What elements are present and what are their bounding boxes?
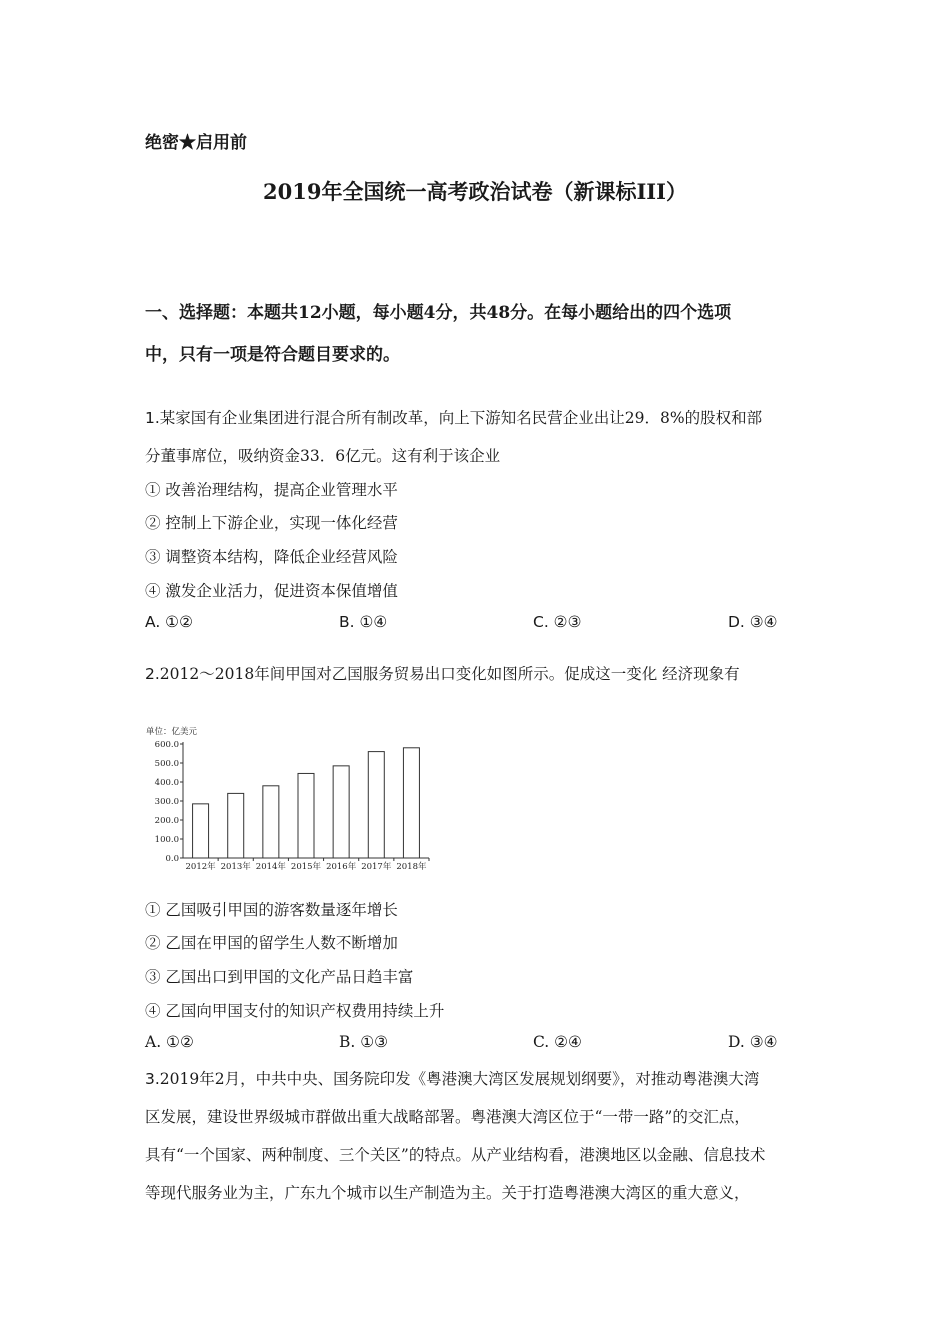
q2-item-3: ③ 乙国出口到甲国的文化产品日趋丰富	[145, 968, 414, 986]
bar-2017年	[368, 752, 384, 858]
q1-item-1: ① 改善治理结构，提高企业管理水平	[145, 481, 398, 499]
x-tick-label: 2016年	[326, 862, 357, 872]
x-tick-label: 2017年	[361, 862, 392, 872]
q1-option-c: C. ②③	[533, 613, 582, 631]
bar-chart-svg	[145, 722, 435, 872]
y-tick-label: 100.0	[154, 835, 179, 845]
q2-option-c: C. ②④	[533, 1033, 582, 1051]
x-tick-label: 2018年	[396, 862, 427, 872]
q2-item-2: ② 乙国在甲国的留学生人数不断增加	[145, 934, 398, 952]
bar-2016年	[333, 766, 349, 858]
q2-option-a: A. ①②	[145, 1033, 194, 1051]
q3-stem-line4: 等现代服务业为主，广东九个城市以生产制造为主。关于打造粤港澳大湾区的重大意义，	[145, 1184, 750, 1202]
q1-option-a: A. ①②	[145, 613, 193, 631]
q3-stem-line3: 具有“一个国家、两种制度、三个关区”的特点。从产业结构看，港澳地区以金融、信息技术	[145, 1146, 766, 1164]
x-tick-label: 2012年	[185, 862, 216, 872]
q2-number: 2.	[145, 665, 160, 683]
q2-item-4: ④ 乙国向甲国支付的知识产权费用持续上升	[145, 1002, 445, 1020]
page-title: 2019年全国统一高考政治试卷（新课标III）	[263, 179, 687, 204]
q2-option-d: D. ③④	[728, 1033, 778, 1051]
q3-stem-line1	[145, 1067, 759, 1089]
q2-item-1: ① 乙国吸引甲国的游客数量逐年增长	[145, 901, 398, 919]
q1-number: 1.	[145, 409, 160, 427]
bar-2018年	[403, 748, 419, 858]
y-tick-label: 400.0	[154, 778, 179, 788]
q3-stem-line2: 区发展，建设世界级城市群做出重大战略部署。粤港澳大湾区位于“一带一路”的交汇点，	[145, 1108, 750, 1126]
q1-item-4: ④ 激发企业活力，促进资本保值增值	[145, 582, 398, 600]
y-tick-label: 0.0	[165, 854, 179, 864]
y-tick-label: 600.0	[154, 740, 179, 750]
q1-item-3: ③ 调整资本结构，降低企业经营风险	[145, 548, 398, 566]
q1-option-b: B. ①④	[339, 613, 388, 631]
q1-option-d: D. ③④	[728, 613, 778, 631]
x-tick-label: 2015年	[290, 862, 322, 872]
q3-stem-text: 2019年2月，中共中央、国务院印发《粤港澳大湾区发展规划纲要》，对推动粤港澳大湾	[159, 1070, 760, 1088]
bar-2015年	[298, 773, 314, 858]
q1-stem-line2: 分董事席位，吸纳资金33．6亿元。这有利于该企业	[145, 447, 501, 465]
x-tick-label: 2014年	[255, 862, 286, 872]
q2-stem-line1	[145, 662, 740, 684]
bar-2013年	[228, 793, 244, 858]
y-tick-label: 500.0	[154, 759, 179, 769]
q2-stem-text: 2012～2018年间甲国对乙国服务贸易出口变化如图所示。促成这一变化 经济现象有	[159, 665, 740, 683]
section-heading-line1: 一、选择题：本题共12小题，每小题4分，共48分。在每小题给出的四个选项	[145, 303, 732, 323]
section-heading-line2: 中，只有一项是符合题目要求的。	[145, 345, 400, 365]
chart-unit-label: 单位：亿美元	[146, 727, 198, 737]
bar-2012年	[193, 804, 209, 858]
x-tick-label: 2013年	[220, 862, 251, 872]
q1-stem-text: 某家国有企业集团进行混合所有制改革，向上下游知名民营企业出让29．8%的股权和部	[159, 409, 763, 427]
y-tick-label: 200.0	[154, 816, 179, 826]
q1-item-2: ② 控制上下游企业，实现一体化经营	[145, 514, 398, 532]
q2-option-b: B. ①③	[339, 1033, 389, 1051]
q1-stem-line1	[145, 406, 762, 428]
confidential-label: 绝密★启用前	[145, 133, 247, 153]
y-tick-label: 300.0	[154, 797, 179, 807]
bar-2014年	[263, 786, 279, 858]
q3-number: 3.	[145, 1070, 160, 1088]
trade-bar-chart	[145, 722, 435, 872]
